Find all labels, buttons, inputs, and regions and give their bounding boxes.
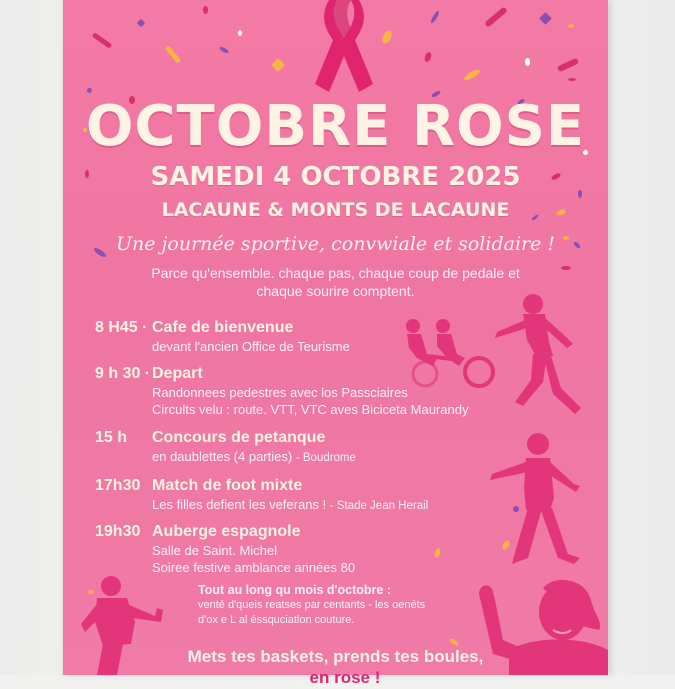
month-long-block: [198, 582, 498, 628]
month-text: d'ox e L al éssquciatlon couture.: [198, 614, 355, 626]
program-title: Cafe de bienvenue: [152, 319, 294, 336]
tandem-cyclists-illustration: [403, 318, 495, 390]
program-detail: [152, 448, 356, 467]
program-time: 9 h 30 ·: [95, 365, 151, 382]
program-title: Match de foot mixte: [152, 477, 303, 494]
program-time: 15 h: [95, 429, 128, 446]
running-woman-illustration: [493, 292, 583, 417]
cta-accent: en rose !: [309, 668, 381, 687]
event-date: SAMEDI 4 OCTOBRE 2025: [150, 162, 521, 192]
tagline: Une journée sportive, convwiale et solidaire !: [115, 233, 556, 255]
event-location: LACAUNE & MONTS DE LACAUNE: [161, 199, 510, 221]
program-detail: Salle de Saint. Michel: [152, 543, 278, 558]
program-detail: Soiree festive amblance années 80: [152, 560, 356, 575]
program-detail: [152, 496, 428, 515]
program-detail: Circults velu : route. VTT, VTC aves Biciceta Maurandy: [152, 402, 469, 417]
intro-line: Parce qu'ensemble. chaque pas, chaque coup de pedale et: [151, 265, 520, 281]
program-title: Depart: [152, 365, 203, 382]
pink-ribbon-icon: [311, 0, 377, 92]
program-venue: - Stade Jean Herail: [329, 500, 429, 512]
call-to-action: Mets tes baskets, prends tes boules,: [187, 647, 484, 666]
program-detail: devant l'ancien Office de Teurisme: [152, 339, 350, 354]
program-time: 17h30: [95, 477, 141, 494]
program-venue: - Boudrome: [295, 452, 356, 464]
month-text: venté d'queis reatses par centants - les oenéts: [198, 599, 426, 611]
program-detail-text: en daublettes (4 parties): [152, 449, 293, 464]
event-poster: [63, 0, 608, 687]
program-time: 19h30: [95, 523, 141, 540]
poster-title: OCTOBRE ROSE: [85, 94, 586, 159]
program-title: Concours de petanque: [152, 429, 326, 446]
cta-text: ...: [290, 668, 310, 687]
program-detail: Randonnees pedestres avec los Passciaires: [152, 385, 408, 400]
call-to-action-line2: [63, 667, 608, 689]
program-detail-text: Les filles defient les veferans !: [152, 497, 327, 512]
program-title: Auberge espagnole: [152, 523, 301, 540]
month-heading: Tout au long qu mois d'octobre :: [198, 583, 391, 597]
program-time: 8 H45 ·: [95, 319, 148, 336]
intro-line: chaque sourire comptent.: [256, 283, 415, 299]
walking-man-illustration: [488, 428, 588, 568]
